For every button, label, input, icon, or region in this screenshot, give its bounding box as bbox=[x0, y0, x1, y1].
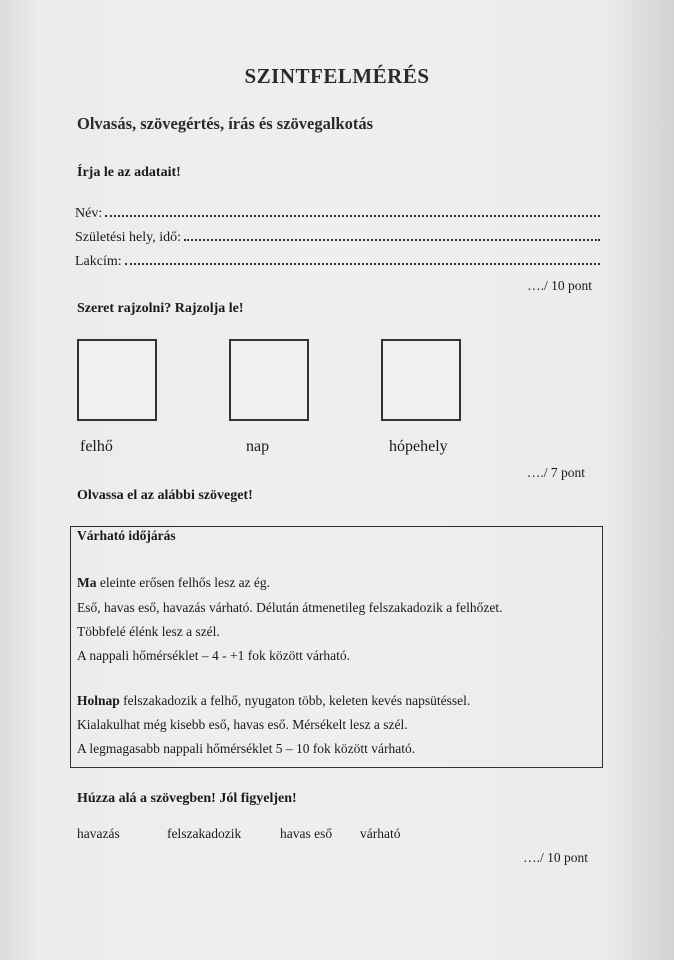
section1-heading: Írja le az adatait! bbox=[77, 165, 181, 180]
box-label-snowflake: hópehely bbox=[389, 438, 448, 455]
weather-line: A legmagasabb nappali hőmérséklet 5 – 10 fok között várható. bbox=[77, 741, 416, 756]
underline-word-3[interactable]: havas eső bbox=[280, 826, 333, 841]
box-label-cloud: felhő bbox=[80, 438, 113, 455]
birth-dotted-line bbox=[184, 229, 600, 241]
name-dotted-line bbox=[105, 205, 600, 217]
section2-score: …./ 7 pont bbox=[526, 465, 585, 480]
drawing-box-sun[interactable] bbox=[229, 339, 309, 421]
weather-lead-tomorrow: Holnap bbox=[77, 693, 120, 708]
box-label-sun: nap bbox=[246, 438, 270, 455]
weather-line: A nappali hőmérséklet – 4 - +1 fok között várható. bbox=[77, 648, 351, 663]
weather-box-title: Várható időjárás bbox=[77, 528, 176, 543]
address-dotted-line bbox=[125, 253, 600, 265]
name-label: Név: bbox=[75, 206, 103, 221]
page-title: SZINTFELMÉRÉS bbox=[244, 64, 430, 88]
weather-line: Többfelé élénk lesz a szél. bbox=[77, 624, 220, 639]
section3-heading: Olvassa el az alábbi szöveget! bbox=[77, 488, 253, 503]
underline-word-4[interactable]: várható bbox=[360, 826, 401, 841]
address-label: Lakcím: bbox=[75, 254, 122, 269]
birth-label: Születési hely, idő: bbox=[75, 230, 182, 245]
weather-text: felszakadozik a felhő, nyugaton több, keleten kevés napsütéssel. bbox=[119, 693, 471, 708]
drawing-box-cloud[interactable] bbox=[77, 339, 157, 421]
weather-line: Eső, havas eső, havazás várható. Délután átmenetileg felszakadozik a felhőzet. bbox=[77, 600, 503, 615]
birth-field[interactable] bbox=[75, 229, 600, 246]
underline-word-1[interactable]: havazás bbox=[77, 826, 120, 841]
weather-line bbox=[77, 575, 270, 591]
weather-text: eleinte erősen felhős lesz az ég. bbox=[96, 575, 271, 590]
weather-lead-today: Ma bbox=[77, 575, 97, 590]
address-field[interactable] bbox=[75, 253, 600, 270]
drawing-box-snowflake[interactable] bbox=[381, 339, 461, 421]
section2-heading: Szeret rajzolni? Rajzolja le! bbox=[77, 301, 244, 316]
weather-line bbox=[77, 693, 470, 709]
underline-word-2[interactable]: felszakadozik bbox=[167, 826, 242, 841]
section4-heading: Húzza alá a szövegben! Jól figyeljen! bbox=[77, 791, 297, 806]
name-field[interactable] bbox=[75, 205, 600, 222]
section4-score: …./ 10 pont bbox=[523, 850, 588, 865]
section1-score: …./ 10 pont bbox=[527, 278, 592, 293]
weather-line: Kialakulhat még kisebb eső, havas eső. Mérsékelt lesz a szél. bbox=[77, 717, 408, 732]
page-subtitle: Olvasás, szövegértés, írás és szövegalkotás bbox=[77, 114, 374, 133]
